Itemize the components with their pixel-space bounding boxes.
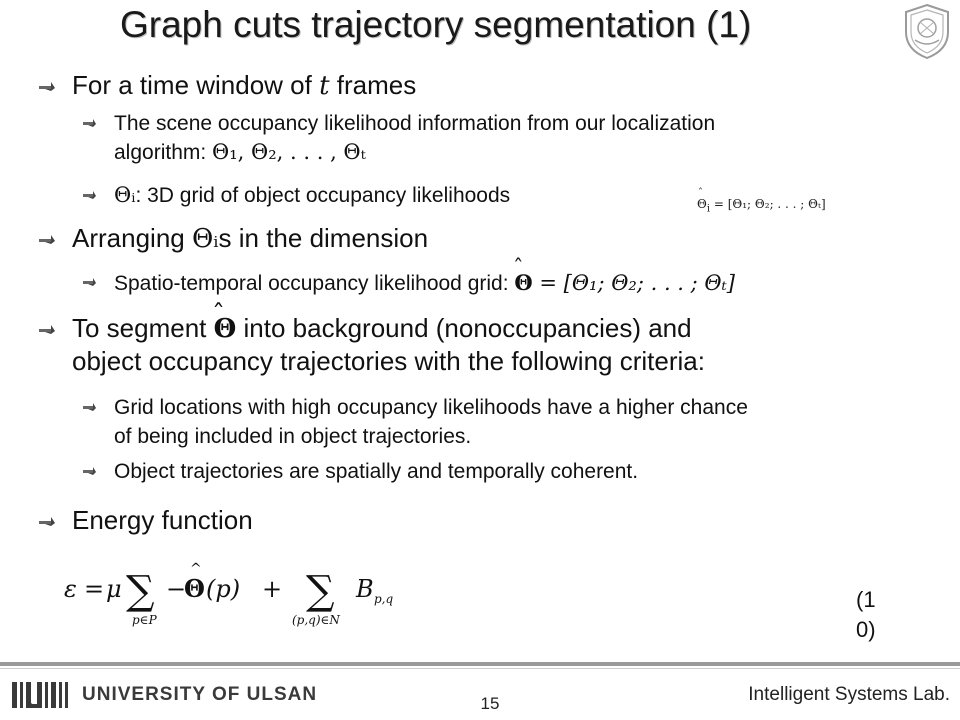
slide-title: Graph cuts trajectory segmentation (1) <box>120 4 752 45</box>
arrow-bullet-icon <box>82 181 114 200</box>
footer-divider-thin <box>0 668 960 669</box>
subbullet-3d-grid: Θᵢ: 3D grid of object occupancy likelihoods <box>82 181 944 210</box>
ulsan-logo-icon <box>10 680 70 710</box>
bullet-arranging: Arranging Θᵢs in the dimension <box>38 222 902 255</box>
eq-theta: Θ <box>184 574 205 603</box>
bullet-energy-function: Energy function <box>38 504 902 536</box>
arrow-bullet-icon <box>82 268 114 287</box>
university-logo <box>10 680 317 710</box>
bullet-to-segment: To segment ̂ Θ into background (nonoccupancies) and object occupancy trajectories with the following criteria: <box>38 312 902 377</box>
subbullet-scene-occupancy: The scene occupancy likelihood information from our localization algorithm: Θ₁, Θ₂, . . . , Θₜ <box>82 109 944 167</box>
arrow-bullet-icon <box>82 393 114 412</box>
lab-name: Intelligent Systems Lab. <box>748 684 950 705</box>
eq-theta-hat: ^ <box>190 561 202 577</box>
eq-sum1-sub: p∈P <box>132 613 157 627</box>
subbullet-grid-locations: Grid locations with high occupancy likelihoods have a higher chance of being included in object trajectories. <box>82 393 944 451</box>
energy-equation <box>60 560 480 630</box>
eq-plus: + <box>262 575 283 603</box>
eq-equals: = <box>84 575 105 603</box>
eq-sum2: ∑ <box>306 568 335 614</box>
eq-sum1: ∑ <box>126 568 155 614</box>
equation-number: (10) <box>856 587 876 642</box>
arrow-bullet-icon <box>38 312 72 335</box>
subbullet-spatio-temporal: Spatio-temporal occupancy likelihood grid: ̂ Θ = [Θ₁; Θ₂; . . . ; Θₜ] <box>82 268 944 298</box>
university-name: UNIVERSITY OF ULSAN <box>82 684 318 705</box>
arrow-bullet-icon <box>38 504 72 527</box>
footer-divider <box>0 662 960 666</box>
bullet-time-window: For a time window of t frames <box>38 69 902 102</box>
eq-minus: − <box>166 575 187 603</box>
arrow-bullet-icon <box>82 109 114 128</box>
eq-sum2-sub: (p,q)∈N <box>292 613 340 627</box>
arrow-bullet-icon <box>82 457 114 476</box>
subbullet-coherent: Object trajectories are spatially and temporally coherent. <box>82 457 944 486</box>
eq-arg: (p) <box>206 575 241 603</box>
eq-epsilon: ε <box>64 575 77 603</box>
eq-B-sub: p,q <box>374 592 394 606</box>
arrow-bullet-icon <box>38 222 72 245</box>
arrow-bullet-icon <box>38 69 72 92</box>
side-equation: ˆ $\Theta_i = [\Theta_1$; Θ₂; . . . ; Θₜ] <box>697 197 826 214</box>
page-number: 15 <box>480 694 500 713</box>
eq-B: B <box>356 575 374 603</box>
eq-mu: μ <box>106 575 122 603</box>
